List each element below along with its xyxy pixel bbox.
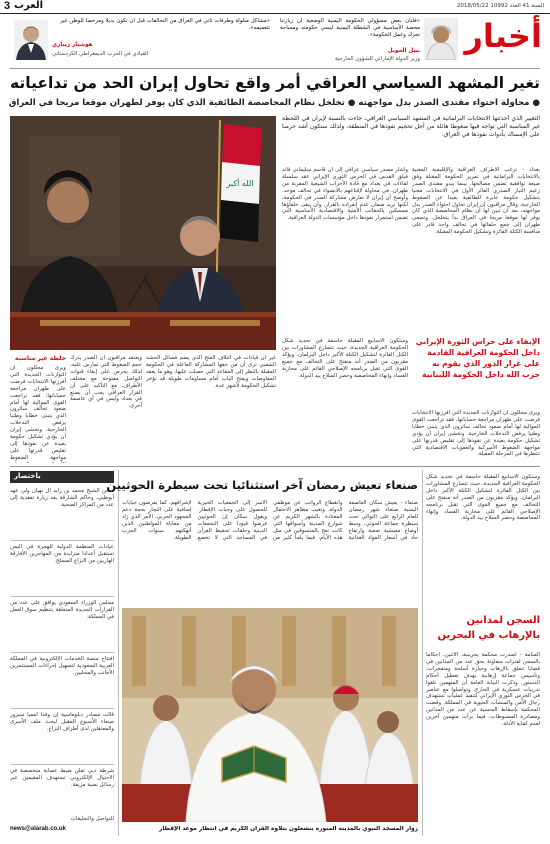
brief-divider [10,652,114,653]
brief-item: مجلس الوزراء السعودي يوافق على عدد من القرارات الجديدة المتعلقة بتنظيم سوق العمل في المملكة. [10,600,114,620]
brief-divider [10,596,114,597]
brief-divider [10,708,114,709]
yemen-headline: صنعاء تعيش رمضان آخر استثنائيا تحت سيطرة الحوثيين [106,478,418,492]
brief-divider [10,764,114,765]
brief-list [10,488,114,810]
yemen-photo [122,608,418,822]
portrait-left [14,20,48,60]
main-column-7: ويرى محللون أن التوازنات الجديدة التي أفرزتها الانتخابات فرضت على طهران مراجعة حساباتها، فقد تراجعت القوى الموالية لها أمام صعود تحالف سائرون الذي يتبنى خطابا وطنيا يرفض التدخلات الخارجية. وتخشى إيران أن يؤدي تشكيل حكومة بعيدة عن نفوذها إلى تقليص قدرتها على مواجهة الضغوط [10,365,66,461]
header-divider [10,68,540,69]
quote-box-left [14,18,270,68]
yemen-photo-caption: زوار المسجد النبوي بالمدينة المنورة ينشغلون بتلاوة القرآن الكريم في انتظار موعد الإفطار [159,826,418,832]
svg-text:الله أكبر: الله أكبر [226,179,254,188]
logo: العرب [14,0,44,11]
brief-header [10,471,114,483]
main-photo [10,116,276,350]
main-intro: التغيير الذي أحدثتها الانتخابات البرلمانية في المشهد السياسي العراقي، جاءت بالنسبة لإيران في اللحظة غير المناسبة التي تواجه فيها ضغوطا هائلة من أجل تحجيم نفوذها في المنطقة، ولذلك ستكون أشد حرصا على الإمساك بأدوات نفوذها في العراق. [282,115,540,139]
kicker-label: خلطة غير مناسبة [14,355,66,362]
quote-name: هوشيار زيباري [52,42,93,48]
quote-text: «فلتان بعض مسؤولي الحكومة اليمنية الوضعية أن زيارتنا محضة الأساسية في الشطلة اليمنية ليسي حكومته ومساحة تحرك وعمل الحكومة». [280,18,420,38]
brief-item: قالت مصادر دبلوماسية إن وفدا أمميا سيزور صنعاء الأسبوع المقبل لبحث ملف الأسرى والمعتقلين لدى أطراف النزاع. [10,712,114,732]
section-divider [10,466,540,467]
main-column-1: بغداد - ترغب الأطراف العراقية والإقليمية المعنية بالانتخابات البرلمانية في تمرير الحكومة المقبلة وفق صيغة توافقية تضمن مصالحها، بينما يبدو مقتدى الصدر زعيم التيار الصدري الفائز الأول في الانتخابات معنيا بتشكيل حكومة عابرة للطائفية بعيدا عن الضغوط الخارجية. وقال مراقبون إن إيران تحاول احتواء الصدر بدل مواجهته، بعد أن تبين لها أن نظام المحاصصة الذي كان يوفر لها موقعا مريحا في العراق بدأ يتخلخل. وتسعى طهران إلى جمع حلفائها في تحالف واحد قادر على منافسة الكتلة الفائزة وتشكيل الحكومة المقبلة. [412,167,540,236]
bahrain-continuation: وستكون الأسابيع المقبلة حاسمة في تحديد شكل الحكومة العراقية الجديدة، حيث تتسارع المشاورات بين الكتل الفائزة لتشكيل الكتلة الأكبر داخل البرلمان. ويؤكد مقربون من الصدر أنه منفتح على التحالف مع جميع القوى التي تقبل برنامجه الإصلاحي القائم على محاربة الفساد وإنهاء المحاصصة وحصر السلاح بيد الدولة. [426,474,540,522]
quote-text: «مشاكل متلولة وطرفات تأتي في العراق من التحالفات قبل أن تكون بديلا ومرخصا للوطن غير تتعميمه». [60,18,270,31]
quote-role: القيادي في الحزب الديمقراطي الكردستاني [52,51,149,57]
section-title: أخبار [464,17,542,55]
main-column-2: وأشار مصدر سياسي عراقي إلى أن قاسم سليماني قائد فيلق القدس في الحرس الثوري الإيراني عقد سلسلة لقاءات في بغداد مع قادة الأحزاب الشيعية المقربة من طهران، في محاولة لإقناعهم بالانضواء في تحالف موحد. وأوضح أن إيران لا تعارض مشاركة الصدر في الحكومة، لكنها تريد ضمان عدم انفراده بالقرار، وأن يبقى حلفاؤها ممسكين بالحقائب الأمنية والاقتصادية الأساسية التي تضمن استمرار نفوذها داخل مؤسسات الدولة العراقية. [282,167,408,222]
brief-title: باختصار [14,472,41,480]
brief-item: افتتاح منصة الخدمات الإلكترونية في المملكة العربية السعودية لتسهيل إجراءات المستثمرين الأجانب والمحليين. [10,656,114,676]
main-subhead: ● محاولة احتواء مقتدى الصدر بدل مواجهته ● تخلخل نظام المحاصصة الطائفية الذي كان يوفر لطهران موقعا مريحا في العراق [8,98,540,108]
brief-item: عيادات المنظمة الدولية للهجرة في اليمن تستقبل أعدادا متزايدة من المهاجرين الأفارقة الهاربين من النزاع المسلح. [10,544,114,564]
main-headline: تغير المشهد السياسي العراقي أمر واقع تحاول إيران الحد من تداعياته [10,74,540,92]
story-divider [422,470,423,836]
brief-divider [10,540,114,541]
quote-name: نبيل الحويل [387,48,420,54]
bahrain-body: المنامة - أصدرت محكمة بحرينية، الاثنين، أحكاما بالسجن لفترات متفاوتة بحق عدد من المدانين في قضايا تتعلق بالإرهاب وحيازة أسلحة ومتفجرات، وتأسيس جماعة إرهابية بهدف تعطيل أحكام الدستور. وذكرت النيابة العامة أن المتهمين تلقوا تدريبات عسكرية في الخارج، وتواصلوا مع عناصر في الحرس الثوري الإيراني لتنفيذ عمليات تستهدف رجال الأمن والمنشآت الحيوية في المملكة. وقضت المحكمة بإسقاط الجنسية عن عدد من المدانين ومصادرة المضبوطات، فيما برأت متهمين آخرين لعدم كفاية الأدلة. [426,652,540,728]
quote-box-right [280,18,458,68]
contact-label: للتواصل والتعليقات [70,816,114,822]
portrait-right [424,18,458,60]
dateline: السنة 41 العدد 10992 2018/05/22 [456,3,544,9]
main-column-3: ويرى محللون أن التوازنات الجديدة التي أفرزتها الانتخابات فرضت على طهران مراجعة حساباتها، فقد تراجعت القوى الموالية لها أمام صعود تحالف سائرون الذي يتبنى خطابا وطنيا يرفض التدخلات الخارجية. وتخشى إيران أن يؤدي تشكيل حكومة بعيدة عن نفوذها إلى تقليص قدرتها على مواجهة الضغوط الأميركية والعقوبات الاقتصادية التي تنتظرها في المرحلة المقبلة. [412,410,540,458]
main-column-6: ويعتقد مراقبون أن الصدر يدرك حجم الضغوط التي تمارس عليه، لذلك يحرص على إبقاء قنوات التواصل مفتوحة مع مختلف الأطراف، مع التأكيد على أن القرار العراقي يجب أن يصنع في بغداد وليس في أي عاصمة أخرى. [70,355,142,410]
masthead [0,0,550,14]
bahrain-headline: السجن لمدانين بالإرهاب في البحرين [437,615,540,641]
main-column-4: وستكون الأسابيع المقبلة حاسمة في تحديد شكل الحكومة العراقية الجديدة، حيث تتسارع المشاورات بين الكتل الفائزة لتشكيل الكتلة الأكبر داخل البرلمان. ويؤكد مقربون من الصدر أنه منفتح على التحالف مع جميع القوى التي تقبل برنامجه الإصلاحي القائم على محاربة الفساد وإنهاء المحاصصة وحصر السلاح بيد الدولة. [282,338,408,379]
contact-email-link[interactable]: news@alarab.co.uk [10,826,66,832]
quote-role: وزير الدولة الإماراتي للشؤون الخارجية [334,56,420,62]
main-column-5: غير أن قيادات في ائتلاف الفتح الذي يضم فصائل الحشد الشعبي ترى أن من حقها المشاركة الفاعلة في الحكومة المقبلة بالنظر إلى المقاعد التي حصلت عليها، وهو ما يعقد المفاوضات ويفتح الباب أمام مساومات طويلة قد تؤخر تشكيل الحكومة لأشهر عدة. [146,355,276,389]
sidebar-divider [118,470,119,836]
yemen-body: صنعاء - يعيش سكان العاصمة اليمنية صنعاء شهر رمضان للعام الرابع على التوالي تحت سيطرة جماعة الحوثي، وسط أوضاع معيشية صعبة وارتفاع حاد في أسعار المواد الغذائية وانقطاع الرواتب عن موظفي الدولة. وتغيب مظاهر الاحتفال المعتادة بالشهر الكريم عن شوارع المدينة وأسواقها التي كانت تعج بالمتسوقين في مثل هذه الأيام، فيما يلجأ كثير من الأسر إلى الجمعيات الخيرية للحصول على وجبات الإفطار. ويقول سكان إن الحوثيين فرضوا قيودا على التجمعات الدينية وحلقات تحفيظ القرآن في المساجد التي لا تخضع لإشرافهم، كما يفرضون جبايات إضافية على التجار بحجة دعم المجهود الحربي، الأمر الذي زاد من معاناة المواطنين الذين أنهكتهم سنوات الحرب الطويلة. [122,500,418,541]
brief-item: سجن الشيخ محمد بن زايد آل نهيان ولي عهد أبوظبي، وحاكم الشارقة بعد زيارة تفقدية إلى عدد من المراكز الصحية. [10,488,114,508]
page-number: 3 [4,0,11,12]
pull-quote: الإبقاء على حراس الثورة الإيراني داخل الحكومة العراقية القادمة على غرار الدور الذي يقوم به حزب الله داخل الحكومة اللبنانية [415,337,540,379]
brief-item: شرطة دبي تعلن ضبط عصابة متخصصة في الاحتيال الإلكتروني تستهدف المقيمين عبر رسائل نصية مزيفة. [10,768,114,788]
